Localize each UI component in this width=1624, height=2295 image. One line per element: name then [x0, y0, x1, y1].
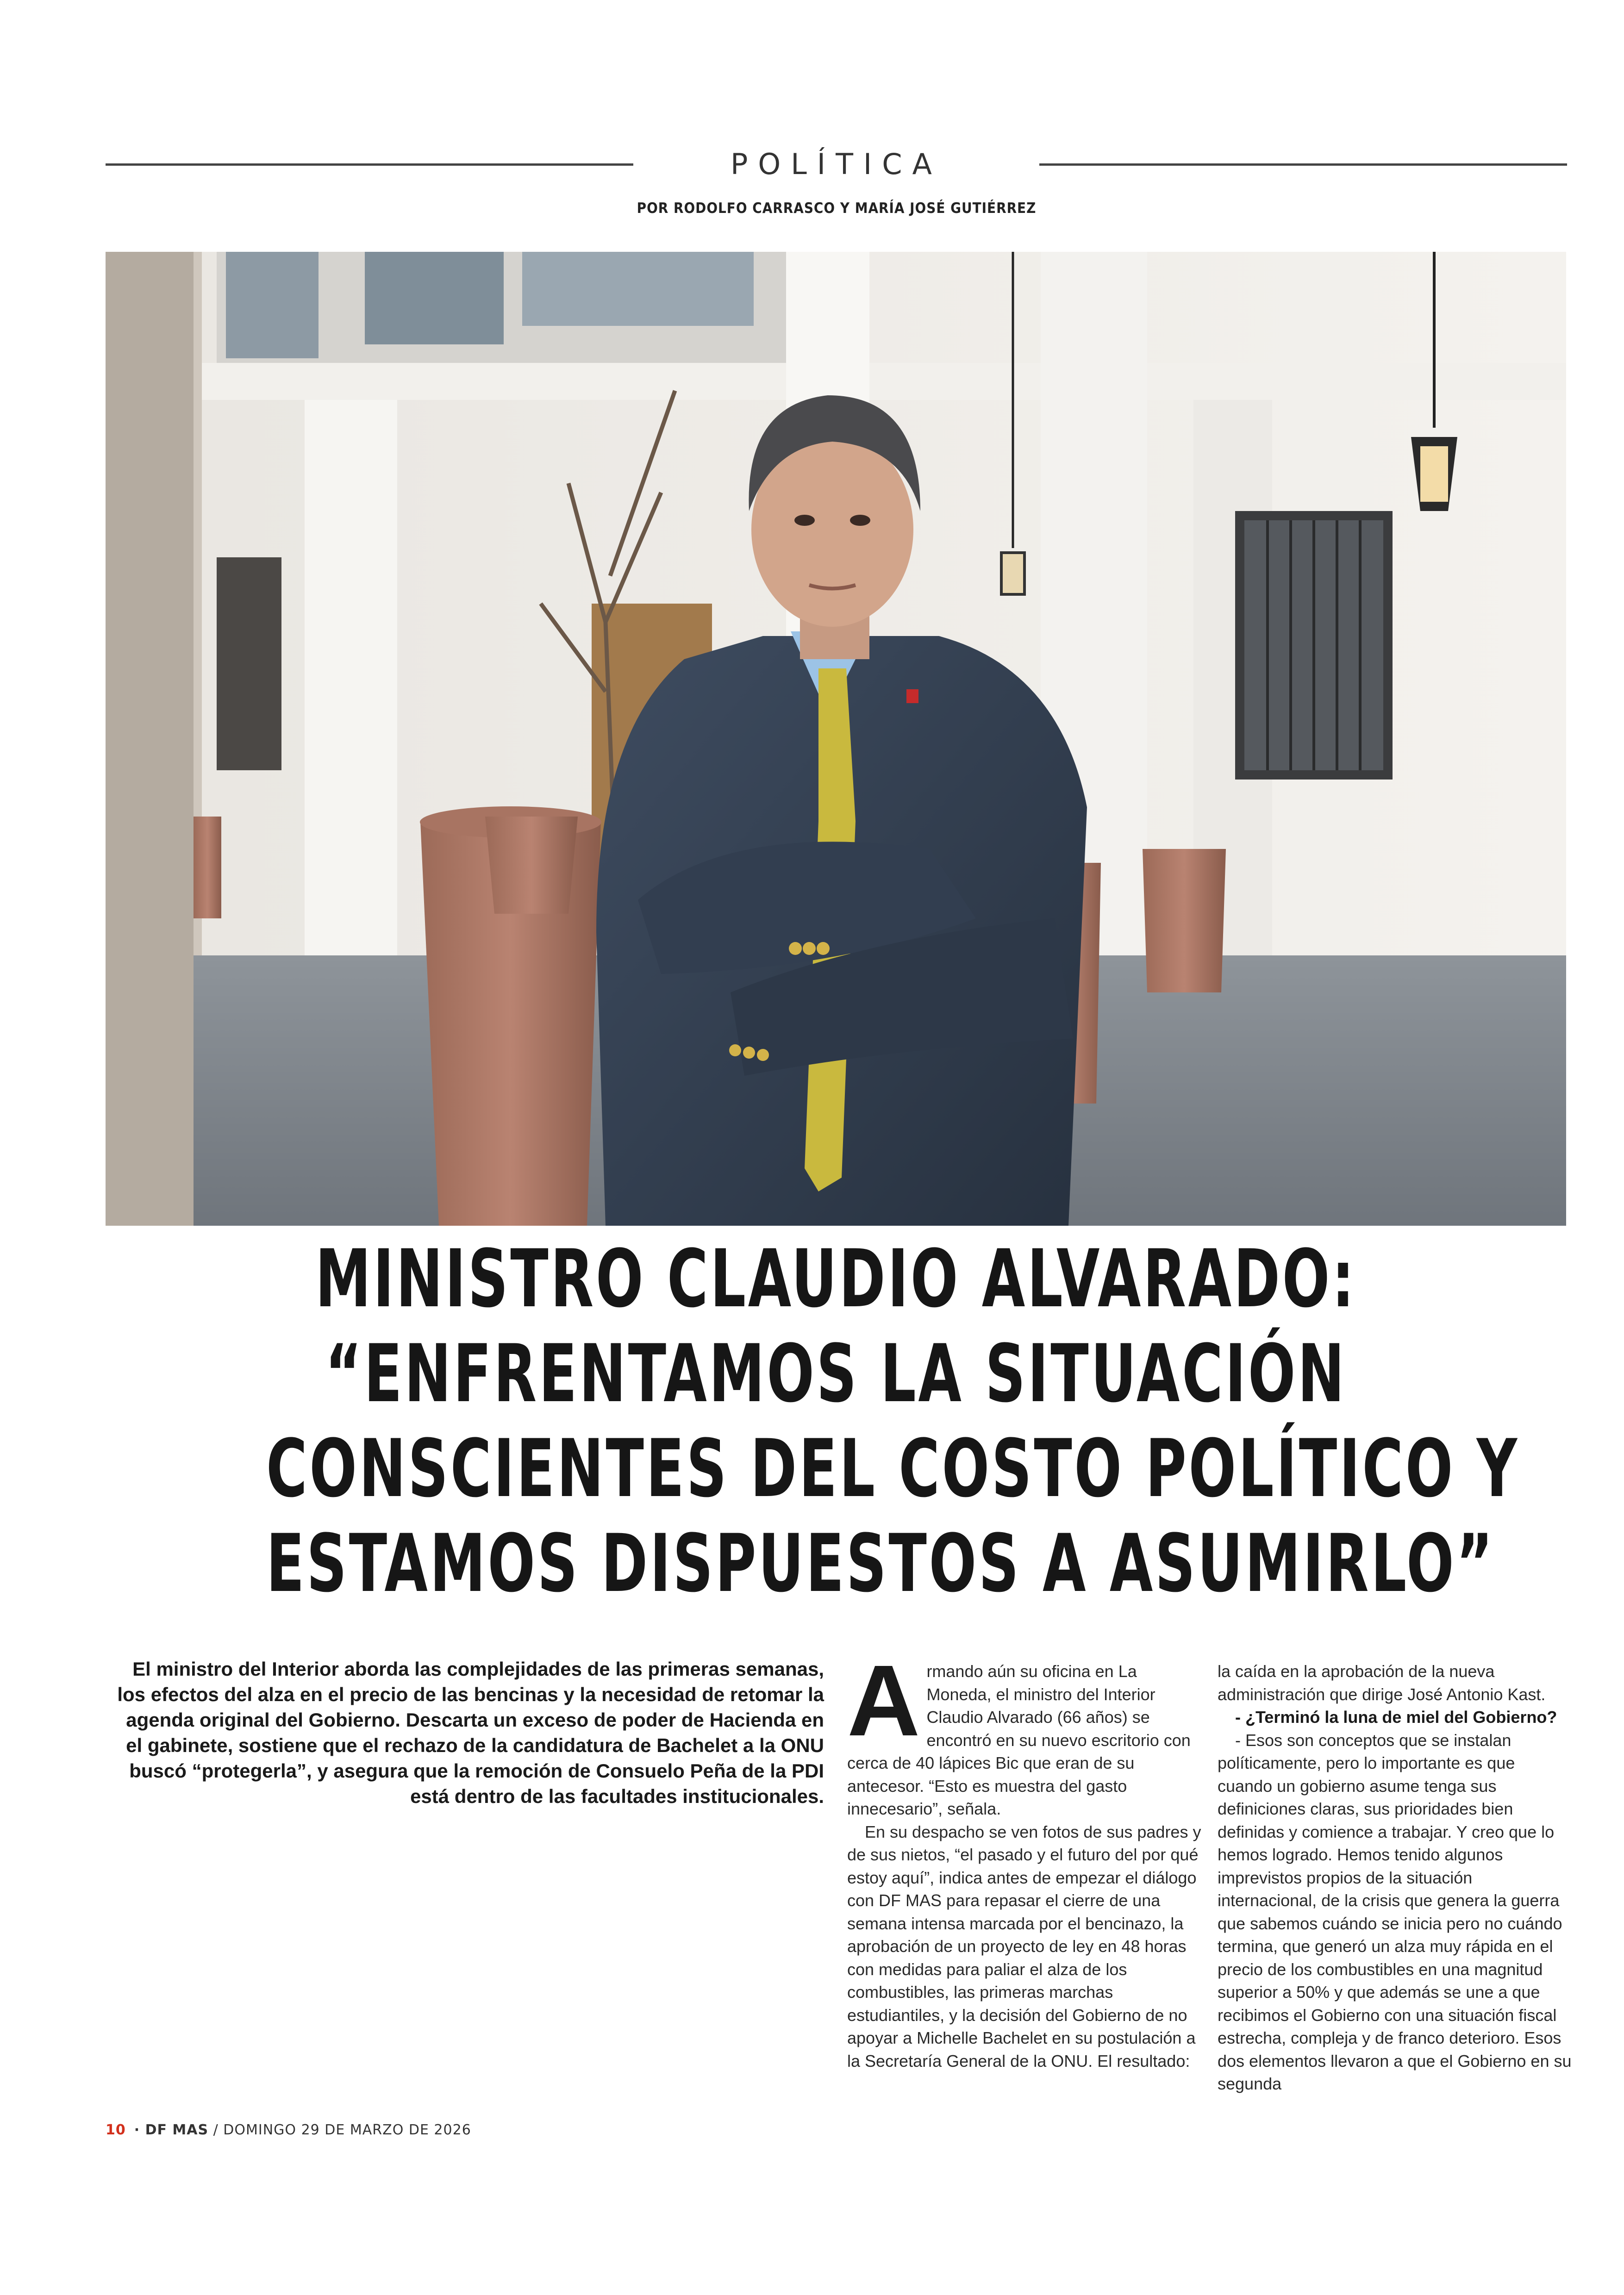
body-paragraph-1: rmando aún su oficina en La Moneda, el ministro del Interior Claudio Alvarado (66 años) se encontró en su nuevo escritorio con cerca de 40 lápices Bic que eran de su antecesor. “Esto es muestra del gasto innecesario”, señala.: [847, 1662, 1191, 1818]
issue-date: / DOMINGO 29 DE MARZO DE 2026: [213, 2122, 471, 2138]
headline-line-2: “ENFRENTAMOS LA SITUACIÓN: [325, 1327, 1347, 1420]
headline: [266, 1231, 1519, 1611]
header-rule-right: [1039, 163, 1567, 166]
headline-line-1: MINISTRO CLAUDIO ALVARADO:: [315, 1232, 1356, 1325]
body-column-1: [847, 1645, 1204, 2072]
section-label: POLÍTICA: [731, 147, 942, 181]
drop-cap: A: [847, 1645, 920, 1757]
body-paragraph-3: la caída en la aprobación de la nueva administración que dirige José Antonio Kast.: [1218, 1662, 1546, 1704]
headline-line-4: ESTAMOS DISPUESTOS A ASUMIRLO”: [266, 1517, 1495, 1610]
interview-question: - ¿Terminó la luna de miel del Gobierno?: [1235, 1708, 1557, 1727]
body-paragraph-2: En su despacho se ven fotos de sus padres y de sus nietos, “el pasado y el futuro del por qué estoy aquí”, indica antes de empezar el diálogo con DF MAS para repasar el cierre de una semana intensa marcada por el bencinazo, la aprobación de un proyecto de ley en 48 horas con medidas para paliar el alza de los combustibles, las primeras marchas estudiantiles, y la decisión del Gobierno de no apoyar a Michelle Bachelet en su postulación a la Secretaría General de la ONU. El resultado:: [847, 1822, 1201, 2070]
header-rule-left: [106, 163, 633, 166]
page-footer: [106, 2122, 661, 2138]
body-column-2: [1218, 1660, 1574, 2095]
publication-name: · DF MAS: [134, 2122, 209, 2138]
byline: POR RODOLFO CARRASCO Y MARÍA JOSÉ GUTIÉRREZ: [637, 200, 1037, 217]
portrait-photo: [106, 252, 1566, 1226]
page-number: 10: [106, 2122, 126, 2138]
interview-answer: - Esos son conceptos que se instalan políticamente, pero lo importante es que cuando un gobierno asume tenga sus definiciones claras, sus prioridades bien definidas y comience a trabajar. Y creo que lo hemos logrado. Hemos tenido algunos imprevistos propios de la situación internacional, de la crisis que genera la guerra que sabemos cuándo se inicia pero no cuándo termina, que generó un alza muy rápida en el precio de los combustibles en una magnitud superior a 50% y que además se une a que recibimos el Gobierno con una situación fiscal estrecha, compleja y de franco deterioro. Esos dos elementos llevaron a que el Gobierno en su segunda: [1218, 1730, 1572, 2093]
lede: El ministro del Interior aborda las complejidades de las primeras semanas, los efectos del alza en el precio de las bencinas y la necesidad de retomar la agenda original del Gobierno. Descarta un exceso de poder de Hacienda en el gabinete, sostiene que el rechazo de la candidatura de Bachelet a la ONU buscó “protegerla”, y asegura que la remoción de Consuelo Peña de la PDI está dentro de las facultades institucionales.: [117, 1658, 824, 1807]
headline-line-3: CONSCIENTES DEL COSTO POLÍTICO Y: [266, 1422, 1519, 1515]
